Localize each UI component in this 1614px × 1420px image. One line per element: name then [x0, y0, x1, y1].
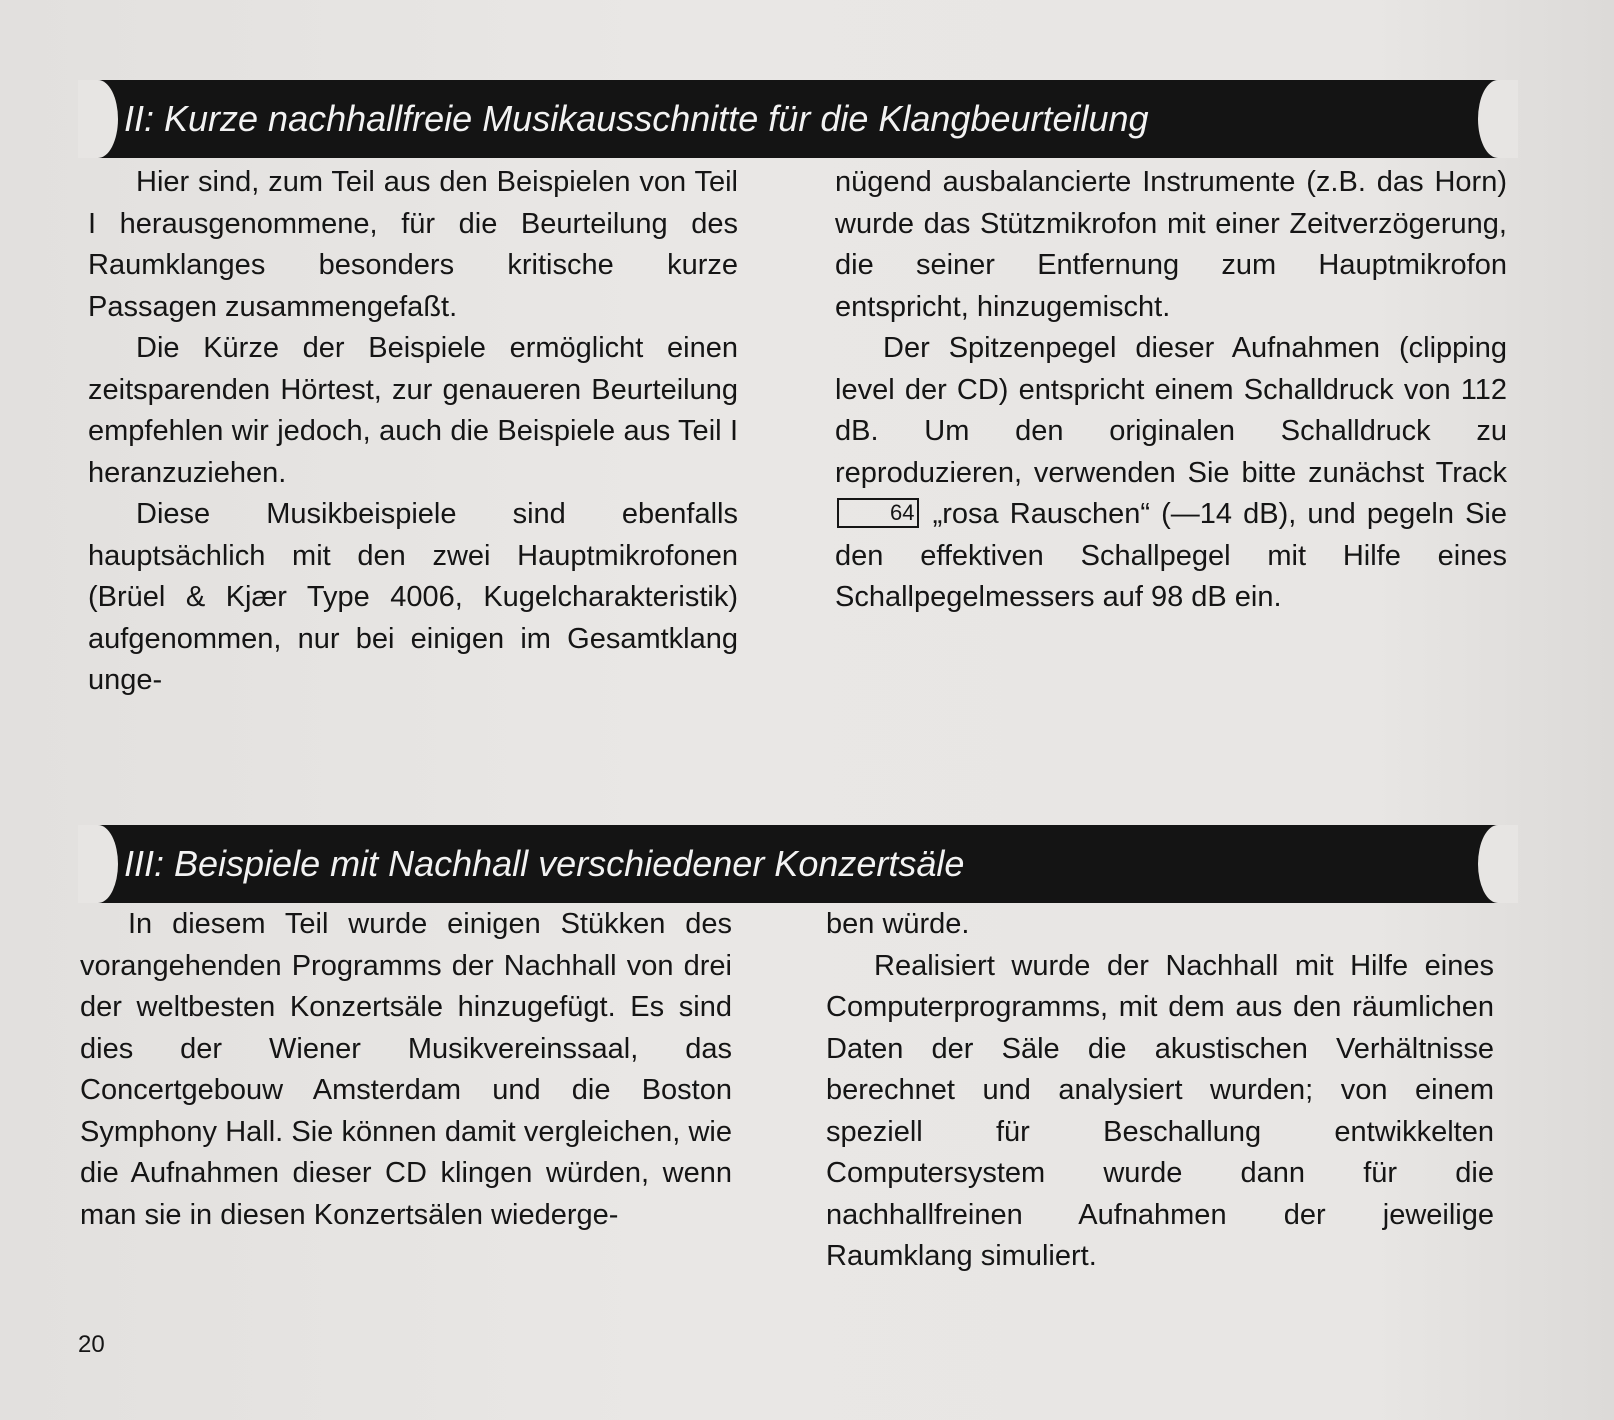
page-number: 20 [78, 1331, 105, 1358]
section-3-heading: III: Beispiele mit Nachhall verschiedener Konzertsäle [124, 843, 965, 884]
section-2-left-paragraph-1: Hier sind, zum Teil aus den Beispielen von Teil I herausgenommene, für die Beurteilung des Raumklanges besonders kritische kurze Passagen zusammengefaßt. [88, 166, 738, 323]
section-2-left-paragraph-3: Diese Musikbeispiele sind ebenfalls hauptsächlich mit den zwei Hauptmikrofonen (Brüel & Kjær Type 4006, Kugelcharakteristik) aufgenommen, nur bei einigen im Gesamtklang unge- [88, 498, 738, 696]
section-2-left-paragraph-2: Die Kürze der Beispiele ermöglicht einen zeitsparenden Hörtest, zur genaueren Beurteilung empfehlen wir jedoch, auch die Beispiele aus Teil I heranzuziehen. [88, 332, 738, 489]
section-2-right-paragraph-2 [835, 328, 1507, 619]
section-3-heading-banner [88, 825, 1508, 903]
banner-left-cap [78, 80, 118, 158]
section-2-heading: II: Kurze nachhallfreie Musikausschnitte für die Klangbeurteilung [124, 98, 1149, 139]
section-3-left-paragraph-1: In diesem Teil wurde einigen Stükken des vorangehenden Programms der Nachhall von drei der weltbesten Konzertsäle hinzugefügt. Es sind dies der Wiener Musikvereinssaal, das Concertgebouw Amsterdam und die Boston Symphony Hall. Sie können damit vergleichen, wie die Aufnahmen dieser CD klingen würden, wenn man sie in diesen Konzertsälen wiederge- [80, 908, 732, 1231]
paragraph-text: Der Spitzenpegel dieser Aufnahmen (clipping level der CD) entspricht einem Schalldruck von 112 dB. Um den originalen Schalldruck zu reproduzieren, verwenden Sie bitte zunächst Track [835, 332, 1507, 489]
banner-right-cap [1478, 80, 1518, 158]
section-2-left-column [88, 162, 738, 702]
section-3-right-paragraph-1: ben würde. [826, 908, 970, 940]
section-2-right-paragraph-1: nügend ausbalancierte Instrumente (z.B. das Horn) wurde das Stützmikrofon mit einer Zeitverzögerung, die seiner Entfernung zum Hauptmikrofon entspricht, hinzugemischt. [835, 166, 1507, 323]
banner-left-cap [78, 825, 118, 903]
section-2-heading-banner [88, 80, 1508, 158]
banner-right-cap [1478, 825, 1518, 903]
track-number-box: 64 [837, 498, 919, 528]
section-2-right-column [835, 162, 1507, 619]
section-3-right-column [826, 904, 1494, 1278]
section-3-right-paragraph-2: Realisiert wurde der Nachhall mit Hilfe eines Computerprogramms, mit dem aus den räumlichen Daten der Säle die akustischen Verhältnisse berechnet und analysiert wurden; von einem speziell für Beschallung entwikkelten Computersystem wurde dann für die nachhallfreinen Aufnahmen der jeweilige Raumklang simuliert. [826, 949, 1494, 1272]
section-3-left-column [80, 904, 732, 1236]
paragraph-text: „rosa Rauschen“ (—14 dB), und pegeln Sie den effektiven Schallpegel mit Hilfe eines Schallpegelmessers auf 98 dB ein. [835, 498, 1508, 613]
